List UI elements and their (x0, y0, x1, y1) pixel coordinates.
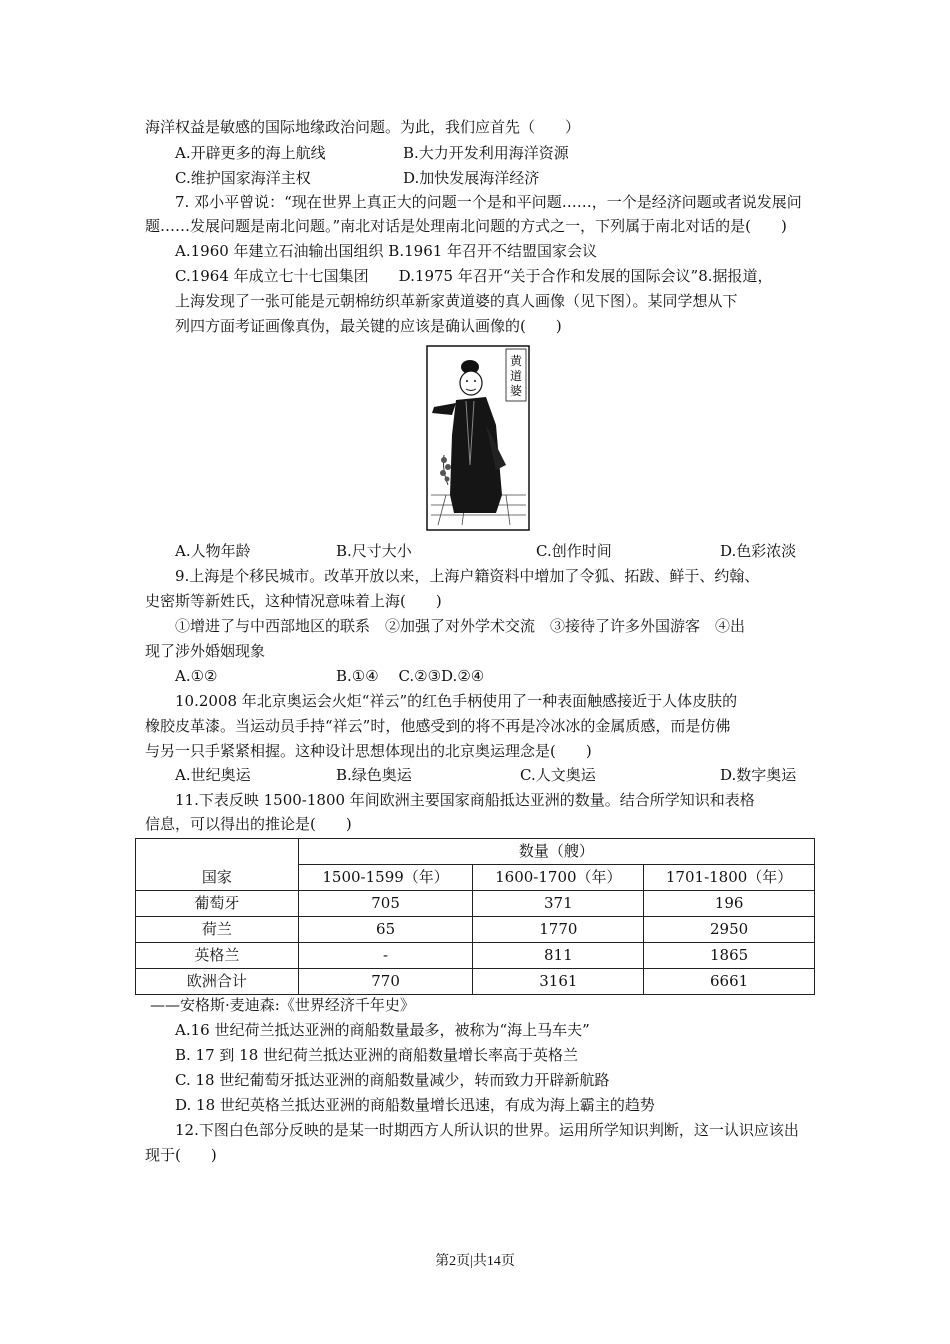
q11-stem-line-1: 11.下表反映 1500-1800 年间欧洲主要国家商船抵达亚洲的数量。结合所学知识和表格 (175, 791, 755, 809)
table-country-header: 国家 (136, 865, 299, 891)
q10-stem-line-2: 橡胶皮革漆。当运动员手持“祥云”时，他感受到的将不再是冷冰冰的金属质感，而是仿佛 (145, 717, 731, 735)
table-cell: 196 (644, 891, 815, 917)
q9-stem-line-2: 史密斯等新姓氏，这种情况意味着上海( ) (145, 592, 442, 610)
table-cell-country: 欧洲合计 (136, 969, 299, 995)
q11-stem-line-2: 信息，可以得出的推论是( ) (145, 815, 352, 833)
q9-statements-line-2: 现了涉外婚姻现象 (145, 642, 266, 660)
table-cell: 371 (473, 891, 644, 917)
q8-option-b: B.尺寸大小 (336, 542, 412, 560)
q10-option-b: B.绿色奥运 (336, 766, 412, 784)
table-cell: 770 (298, 969, 473, 995)
q10-stem-line-3: 与另一只手紧紧相握。这种设计思想体现出的北京奥运理念是( ) (145, 742, 592, 760)
q11-option-c: C. 18 世纪葡萄牙抵达亚洲的商船数量减少，转而致力开辟新航路 (175, 1071, 610, 1089)
q10-stem-line-1: 10.2008 年北京奥运会火炬“祥云”的红色手柄使用了一种表面触感接近于人体皮肤的 (175, 692, 738, 710)
q9-options-bcd: B.①④ C.②③D.②④ (336, 667, 485, 685)
table-cell: 65 (298, 917, 473, 943)
q8-option-a: A.人物年龄 (175, 542, 251, 560)
q9-option-a: A.①② (175, 667, 218, 685)
q12-stem-line-1: 12.下图白色部分反映的是某一时期西方人所认识的世界。运用所学知识判断，这一认识应该出 (175, 1121, 799, 1139)
table-cell: 3161 (473, 969, 644, 995)
table-cell: 1770 (473, 917, 644, 943)
q7-stem-line-2: 题……发展问题是南北问题。”南北对话是处理南北问题的方式之一，下列属于南北对话的是( ) (145, 217, 787, 235)
portrait-caption-char-3: 婆 (509, 384, 523, 398)
page-footer: 第2页|共14页 (435, 1254, 515, 1269)
q9-statements-line-1: ①增进了与中西部地区的联系 ②加强了对外学术交流 ③接待了许多外国游客 ④出 (175, 617, 746, 635)
table-header-row-1 (136, 839, 815, 865)
q6-option-c: C.维护国家海洋主权 (175, 169, 311, 187)
q10-option-d: D.数字奥运 (720, 766, 797, 784)
table-period-header: 1600-1700（年） (473, 865, 644, 891)
table-row (136, 891, 815, 917)
table-cell-country: 葡萄牙 (136, 891, 299, 917)
q7-options-cd: C.1964 年成立七十七国集团 D.1975 年召开“关于合作和发展的国际会议”8.据报道， (175, 267, 773, 285)
table-cell-country: 荷兰 (136, 917, 299, 943)
q6-option-b: B.大力开发利用海洋资源 (403, 144, 569, 162)
q8-stem-line-3: 列四方面考证画像真伪，最关键的应该是确认画像的( ) (175, 317, 562, 335)
table-period-header: 1500-1599（年） (298, 865, 473, 891)
portrait-caption-char-2: 道 (509, 369, 523, 383)
table-source: ——安格斯·麦迪森:《世界经济千年史》 (150, 996, 415, 1014)
table-period-header: 1701-1800（年） (644, 865, 815, 891)
q10-option-a: A.世纪奥运 (175, 766, 251, 784)
table-row (136, 917, 815, 943)
table-cell: 2950 (644, 917, 815, 943)
table-row (136, 943, 815, 969)
table-cell: 6661 (644, 969, 815, 995)
table-cell: 811 (473, 943, 644, 969)
q12-stem-line-2: 现于( ) (145, 1146, 217, 1164)
q7-options-ab: A.1960 年建立石油输出国组织 B.1961 年召开不结盟国家会议 (175, 242, 598, 260)
q11-option-b: B. 17 到 18 世纪荷兰抵达亚洲的商船数量增长率高于英格兰 (175, 1046, 579, 1064)
portrait-caption-char-1: 黄 (509, 354, 523, 368)
q6-option-d: D.加快发展海洋经济 (403, 169, 540, 187)
q8-stem-line-2: 上海发现了一张可能是元朝棉纺织革新家黄道婆的真人画像（见下图）。某同学想从下 (175, 292, 738, 310)
table-header-row-2 (136, 865, 815, 891)
q11-option-d: D. 18 世纪英格兰抵达亚洲的商船数量增长迅速，有成为海上霸主的趋势 (175, 1096, 655, 1114)
q11-option-a: A.16 世纪荷兰抵达亚洲的商船数量最多，被称为“海上马车夫” (175, 1021, 590, 1039)
table-cell: 1865 (644, 943, 815, 969)
q6-stem-line: 海洋权益是敏感的国际地缘政治问题。为此，我们应首先（ ） (145, 118, 581, 136)
table-row (136, 969, 815, 995)
q6-option-a: A.开辟更多的海上航线 (175, 144, 326, 162)
table-group-header: 数量（艘） (298, 839, 814, 865)
table-cell-country: 英格兰 (136, 943, 299, 969)
table-cell: - (298, 943, 473, 969)
q7-stem-line-1: 7. 邓小平曾说：“现在世界上真正大的问题一个是和平问题……，一个是经济问题或者说发展问 (175, 193, 802, 211)
table-cell: 705 (298, 891, 473, 917)
q8-option-d: D.色彩浓淡 (720, 542, 797, 560)
q10-option-c: C.人文奥运 (520, 766, 596, 784)
ship-count-table (135, 838, 815, 995)
huang-daopo-portrait (426, 345, 530, 531)
q9-stem-line-1: 9.上海是个移民城市。改革开放以来，上海户籍资料中增加了令狐、拓跋、鲜于、约翰、 (175, 567, 760, 585)
q8-option-c: C.创作时间 (536, 542, 612, 560)
